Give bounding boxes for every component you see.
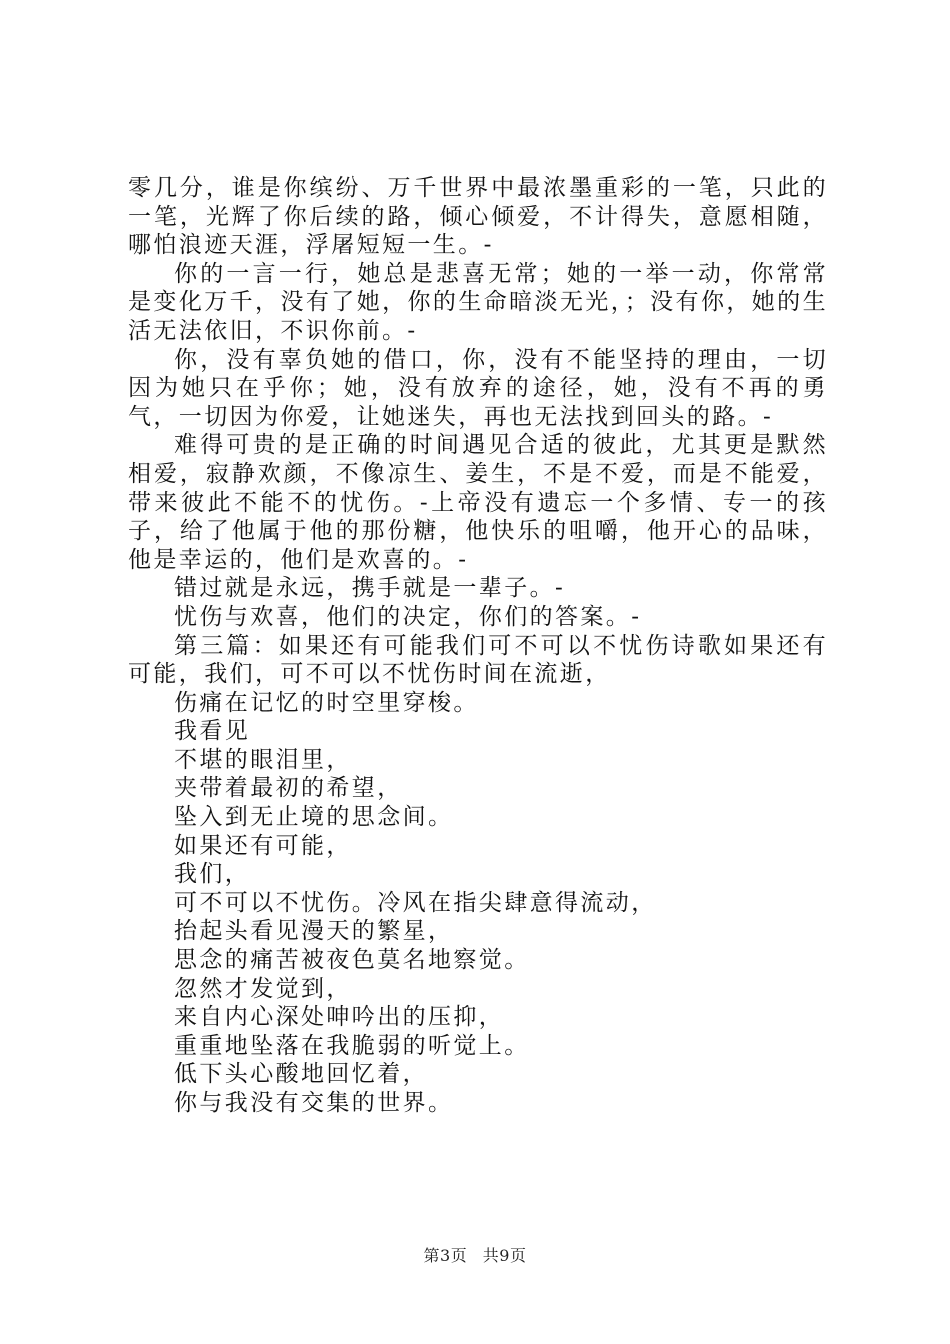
poem-line: 我们，	[174, 861, 251, 888]
paragraph: 难得可贵的是正确的时间遇见合适的彼此，尤其更是默然相爱，寂静欢颜，不像凉生、姜生，不是不爱，而是不能爱，带来彼此不能不的忧伤。-上帝没有遗忘一个多情、专一的孩子，给了他属于他的那份糖，他快乐的咀嚼，他开心的品味，他是幸运的，他们是欢喜的。-	[128, 432, 828, 573]
poem-line: 可不可以不忧伤。冷风在指尖肆意得流动，	[174, 889, 657, 916]
paragraph: 你，没有辜负她的借口，你，没有不能坚持的理由，一切因为她只在乎你；她，没有放弃的途径，她，没有不再的勇气，一切因为你爱，让她迷失，再也无法找到回头的路。-	[128, 346, 828, 430]
page-number: 第3页	[423, 1246, 468, 1265]
paragraph: 错过就是永远，携手就是一辈子。-	[174, 575, 566, 602]
poem-line: 抬起头看见漫天的繁星，	[174, 918, 454, 945]
poem-line: 不堪的眼泪里，	[174, 746, 352, 773]
poem-line: 忽然才发觉到，	[174, 975, 352, 1002]
poem-line: 来自内心深处呻吟出的压抑，	[174, 1004, 505, 1031]
poem-line: 你与我没有交集的世界。	[174, 1090, 454, 1116]
paragraph-continuation: 零几分，谁是你缤纷、万千世界中最浓墨重彩的一笔，只此的一笔，光辉了你后续的路，倾心倾爱，不计得失，意愿相随，哪怕浪迹天涯，浮屠短短一生。-	[128, 175, 828, 259]
poem-line: 伤痛在记忆的时空里穿梭。	[174, 689, 479, 716]
section-heading-paragraph: 第三篇：如果还有可能我们可不可以不忧伤诗歌如果还有可能，我们，可不可以不忧伤时间在流逝，	[128, 632, 828, 688]
page-footer	[0, 1243, 950, 1266]
poem-line: 低下头心酸地回忆着，	[174, 1061, 428, 1088]
poem-line: 如果还有可能，	[174, 832, 352, 859]
poem-line: 夹带着最初的希望，	[174, 775, 403, 802]
poem-line: 我看见	[174, 718, 251, 745]
paragraph: 你的一言一行，她总是悲喜无常；她的一举一动，你常常是变化万千，没有了她，你的生命暗淡无光，；没有你，她的生活无法依旧，不识你前。-	[128, 260, 828, 344]
poem-line: 思念的痛苦被夜色莫名地察觉。	[174, 947, 530, 974]
body-text	[128, 174, 828, 1118]
poem-line: 重重地坠落在我脆弱的听觉上。	[174, 1032, 530, 1059]
page-total: 共9页	[482, 1246, 527, 1265]
poem-line: 坠入到无止境的思念间。	[174, 804, 454, 831]
paragraph: 忧伤与欢喜，他们的决定，你们的答案。-	[174, 603, 642, 630]
